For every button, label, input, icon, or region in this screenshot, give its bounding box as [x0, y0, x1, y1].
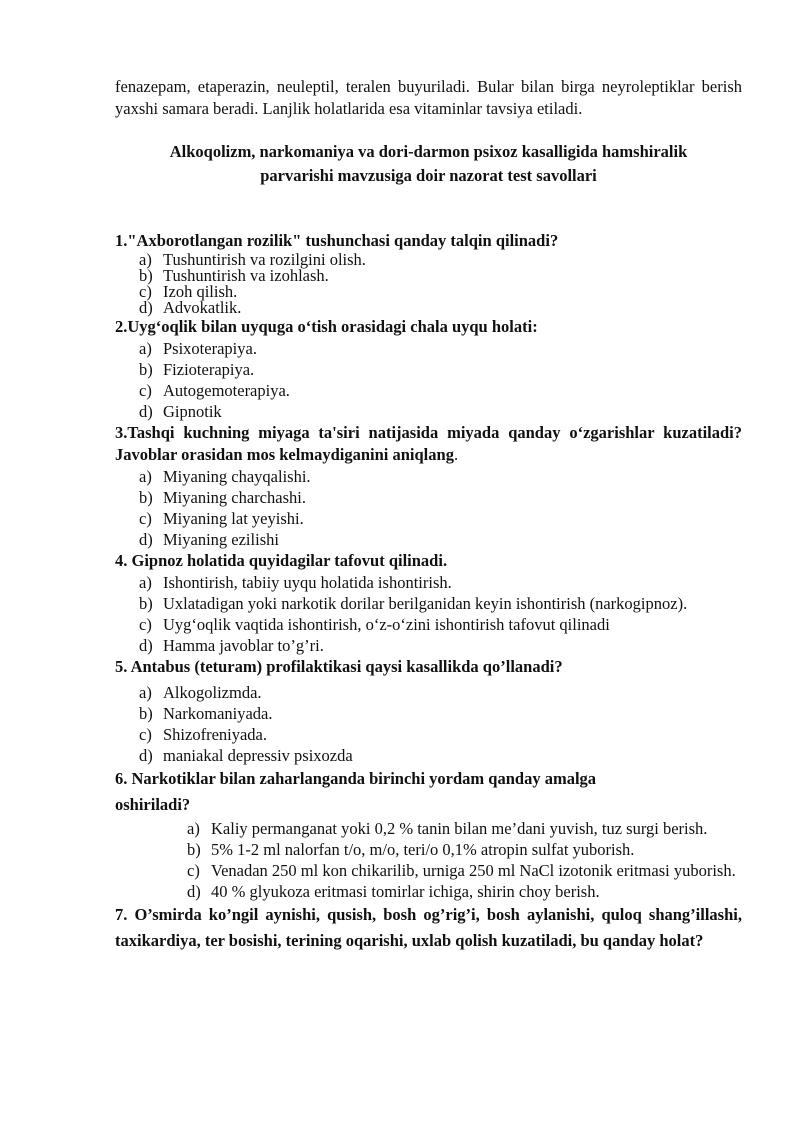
option-d: d) Advokatlik.	[139, 298, 242, 317]
option-b: b) Fizioterapiya.	[139, 360, 255, 379]
question-2	[115, 316, 742, 422]
options-list	[115, 682, 742, 766]
question-4	[115, 550, 742, 656]
option-d: d) 40 % glyukoza eritmasi tomirlar ichiga, shirin choy berish.	[187, 882, 600, 901]
options-list	[115, 818, 742, 902]
section-heading	[115, 140, 742, 188]
options-list	[115, 252, 742, 316]
options-list	[115, 466, 742, 550]
option-a: a) Psixoterapiya.	[139, 339, 257, 358]
question-5	[115, 656, 742, 766]
option-d: d) Hamma javoblar to’g’ri.	[139, 636, 324, 655]
question-text: 5. Antabus (teturam) profilaktikasi qaysi kasallikda qo’llanadi?	[115, 657, 563, 676]
question-list	[115, 230, 742, 954]
question-6	[115, 766, 742, 902]
question-text: 6. Narkotiklar bilan zaharlanganda birinchi yordam qanday amalga oshiriladi?	[115, 769, 597, 814]
question-1	[115, 230, 742, 316]
question-text: 7. O’smirda ko’ngil aynishi, qusish, bosh og’rig’i, bosh aylanishi, quloq shang’illashi, taxikardiya, ter bosishi, terining oqarishi, uxlab qolish kuzatiladi, bu qanday holat?	[115, 905, 742, 950]
question-text: 1."Axborotlangan rozilik" tushunchasi qanday talqin qilinadi?	[115, 231, 559, 250]
option-c: c) Izoh qilish.	[139, 282, 238, 301]
option-c: c) Miyaning lat yeyishi.	[139, 509, 304, 528]
option-c: c) Venadan 250 ml kon chikarilib, urniga 250 ml NaCl izotonik eritmasi yuborish.	[187, 861, 736, 880]
question-3	[115, 422, 742, 550]
option-a: a) Tushuntirish va rozilgini olish.	[139, 250, 366, 269]
question-text: 4. Gipnoz holatida quyidagilar tafovut qilinadi.	[115, 551, 448, 570]
option-b: b) 5% 1-2 ml nalorfan t/o, m/o, teri/o 0,1% atropin sulfat yuborish.	[187, 840, 635, 859]
option-b: b) Uxlatadigan yoki narkotik dorilar berilganidan keyin ishontirish (narkogipnoz).	[139, 594, 688, 613]
heading-line-1: Alkoqolizm, narkomaniya va dori-darmon psixoz kasalligida hamshiralik	[169, 142, 688, 161]
option-c: c) Shizofreniyada.	[139, 725, 268, 744]
option-b: b) Tushuntirish va izohlash.	[139, 266, 329, 285]
option-d: d) maniakal depressiv psixozda	[139, 746, 353, 765]
heading-line-2: parvarishi mavzusiga doir nazorat test savollari	[260, 166, 597, 185]
option-a: a) Alkogolizmda.	[139, 683, 262, 702]
option-a: a) Miyaning chayqalishi.	[139, 467, 311, 486]
question-text: 2.Uyg‘oqlik bilan uyquga o‘tish orasidagi chala uyqu holati:	[115, 317, 538, 336]
option-b: b) Narkomaniyada.	[139, 704, 273, 723]
option-d: d) Gipnotik	[139, 402, 222, 421]
option-a: a) Ishontirish, tabiiy uyqu holatida ishontirish.	[139, 573, 452, 592]
option-d: d) Miyaning ezilishi	[139, 530, 279, 549]
question-text: 3.Tashqi kuchning miyaga ta'siri natijasida miyada qanday o‘zgarishlar kuzatiladi? Javoblar orasidan mos kelmaydiganini aniqlang.	[115, 423, 742, 464]
option-c: c) Uyg‘oqlik vaqtida ishontirish, o‘z-o‘zini ishontirish tafovut qilinadi	[139, 615, 610, 634]
option-a: a) Kaliy permanganat yoki 0,2 % tanin bilan me’dani yuvish, tuz surgi berish.	[187, 819, 708, 838]
option-b: b) Miyaning charchashi.	[139, 488, 306, 507]
intro-paragraph: fenazepam, etaperazin, neuleptil, teralen buyuriladi. Bular bilan birga neyroleptiklar berish yaxshi samara beradi. Lanjlik holatlarida esa vitaminlar tavsiya etiladi.	[115, 77, 742, 118]
question-7	[115, 902, 742, 954]
options-list	[115, 338, 742, 422]
document-page	[115, 76, 742, 954]
option-c: c) Autogemoterapiya.	[139, 381, 290, 400]
options-list	[115, 572, 742, 656]
